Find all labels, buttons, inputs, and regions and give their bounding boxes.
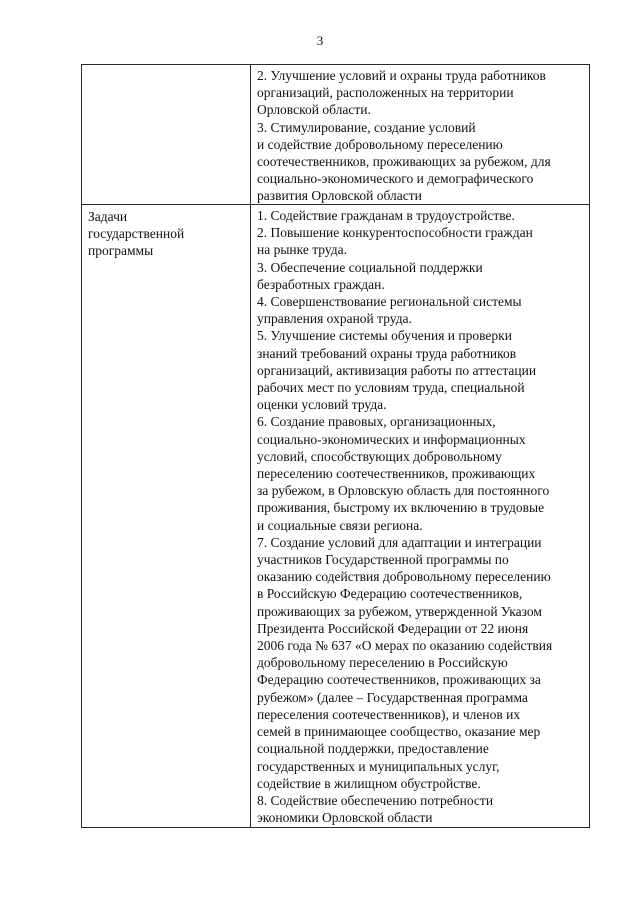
content-line: социальной поддержки, предоставление (257, 741, 489, 757)
content-line: Орловской области. (257, 102, 371, 118)
content-line: организаций, активизация работы по аттестации (257, 362, 537, 378)
column-divider (250, 65, 251, 204)
content-line: 2. Улучшение условий и охраны труда работников (257, 68, 546, 83)
content-line: за рубежом, в Орловскую область для постоянного (257, 483, 550, 499)
label-line: государственной (88, 226, 185, 242)
content-line: безработных граждан. (257, 276, 385, 292)
content-line: развития Орловской области (257, 188, 422, 204)
content-line: знаний требований охраны труда работников (257, 345, 517, 361)
table-row (82, 205, 589, 827)
content-line: 3. Обеспечение социальной поддержки (257, 259, 483, 275)
content-line: на рынке труда. (257, 242, 347, 258)
content-line: 7. Создание условий для адаптации и интеграции (257, 534, 542, 550)
content-line: Президента Российской Федерации от 22 июня (257, 620, 529, 636)
content-line: рабочих мест по условиям труда, специальной (257, 380, 525, 396)
content-line: переселению соотечественников, проживающих (257, 466, 536, 482)
content-line: 6. Создание правовых, организационных, (257, 414, 496, 430)
content-line: 3. Стимулирование, создание условий (257, 119, 476, 135)
content-line: 4. Совершенствование региональной системы (257, 294, 522, 310)
content-line: социально-экономических и информационных (257, 431, 526, 447)
row-content (257, 67, 587, 205)
column-divider (250, 205, 251, 827)
content-line: и социальные связи региона. (257, 517, 423, 533)
content-line: Федерацию соотечественников, проживающих за (257, 672, 541, 688)
content-line: 2006 года № 637 «О мерах по оказанию содействия (257, 638, 553, 654)
content-line: 8. Содействие обеспечению потребности (257, 792, 494, 808)
program-table (81, 64, 590, 828)
content-line: участников Государственной программы по (257, 552, 509, 568)
content-line: 1. Содействие гражданам в трудоустройстве. (257, 208, 515, 223)
label-line: программы (88, 243, 154, 259)
content-line: проживающих за рубежом, утвержденной Указом (257, 603, 542, 619)
row-content (257, 207, 587, 826)
content-line: условий, способствующих добровольному (257, 448, 502, 464)
content-line: проживания, быстрому их включению в трудовые (257, 500, 545, 516)
content-line: социально-экономического и демографического (257, 171, 534, 187)
content-line: соотечественников, проживающих за рубежом, для (257, 154, 551, 170)
content-line: оказанию содействия добровольному переселению (257, 569, 551, 585)
content-line: 5. Улучшение системы обучения и проверки (257, 328, 512, 344)
content-line: рубежом» (далее – Государственная программа (257, 689, 528, 705)
content-line: организаций, расположенных на территории (257, 85, 514, 101)
content-line: переселения соотечественников), и членов их (257, 706, 521, 722)
content-line: 2. Повышение конкурентоспособности граждан (257, 225, 533, 241)
content-line: содействие в жилищном обустройстве. (257, 775, 481, 791)
content-line: в Российскую Федерацию соотечественников, (257, 586, 523, 602)
content-line: семей в принимающее сообщество, оказание мер (257, 724, 541, 740)
table-row (82, 65, 589, 205)
label-line: Задачи (88, 209, 128, 224)
row-label (88, 208, 246, 260)
content-line: экономики Орловской области (257, 810, 433, 826)
content-line: добровольному переселению в Российскую (257, 655, 508, 671)
content-line: управления охраной труда. (257, 311, 412, 327)
content-line: и содействие добровольному переселению (257, 136, 503, 152)
content-line: государственных и муниципальных услуг, (257, 758, 500, 774)
page-number: 3 (316, 33, 324, 48)
content-line: оценки условий труда. (257, 397, 387, 413)
